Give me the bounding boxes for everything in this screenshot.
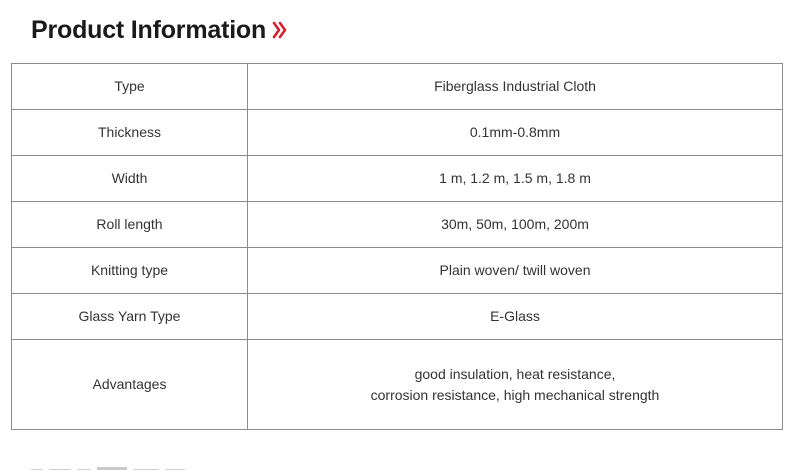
spec-value-line: 1 m, 1.2 m, 1.5 m, 1.8 m (439, 170, 591, 186)
table-row-type (12, 64, 783, 110)
spec-value-roll-length (248, 202, 783, 248)
spec-value-line: Plain woven/ twill woven (439, 262, 591, 278)
spec-value-width (248, 156, 783, 202)
spec-value-line: corrosion resistance, high mechanical strength (370, 386, 660, 403)
table-row-glass-yarn-type (12, 294, 783, 340)
cropped-heading-fragment (31, 460, 231, 470)
spec-label-knitting-type: Knitting type (12, 248, 248, 294)
spec-value-knitting-type (248, 248, 783, 294)
spec-label-roll-length: Roll length (12, 202, 248, 248)
double-chevron-right-icon (272, 20, 288, 40)
spec-value-glass-yarn-type (248, 294, 783, 340)
section-heading (31, 14, 288, 46)
spec-label-type: Type (12, 64, 248, 110)
spec-label-width: Width (12, 156, 248, 202)
table-row-advantages (12, 340, 783, 430)
spec-value-type (248, 64, 783, 110)
spec-value-advantages (248, 340, 783, 430)
table-row-roll-length (12, 202, 783, 248)
product-spec-table (11, 63, 783, 430)
spec-value-line: Fiberglass Industrial Cloth (434, 78, 596, 94)
spec-value-line: 0.1mm-0.8mm (469, 124, 561, 140)
spec-value-thickness (248, 110, 783, 156)
table-row-width (12, 156, 783, 202)
spec-value-line: good insulation, heat resistance, (414, 365, 616, 382)
table-row-thickness (12, 110, 783, 156)
table-row-knitting-type (12, 248, 783, 294)
spec-value-line: E-Glass (490, 308, 540, 324)
spec-label-thickness: Thickness (12, 110, 248, 156)
spec-value-line: 30m, 50m, 100m, 200m (441, 216, 589, 232)
spec-label-glass-yarn-type: Glass Yarn Type (12, 294, 248, 340)
page-title: Product Information (31, 15, 267, 44)
spec-label-advantages: Advantages (12, 340, 248, 430)
